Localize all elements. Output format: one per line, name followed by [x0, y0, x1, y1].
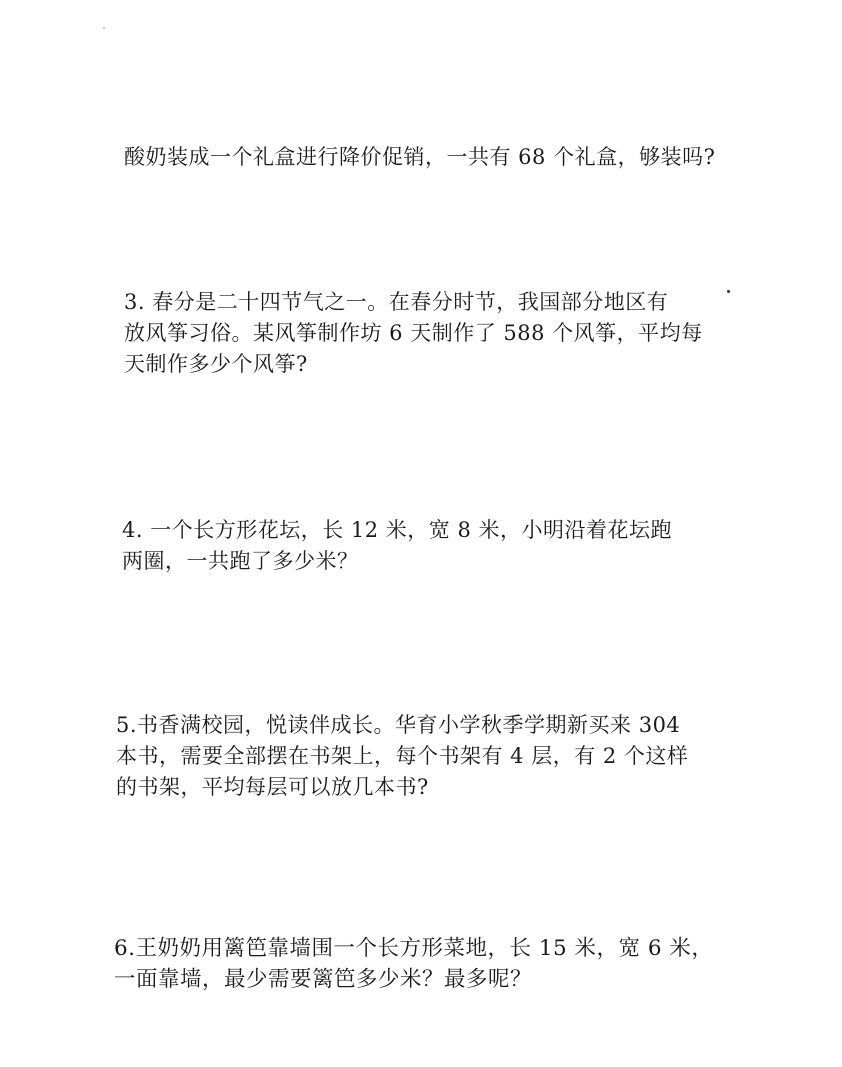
problem-line: 3. 春分是二十四节气之一。在春分时节，我国部分地区有	[124, 290, 669, 314]
problem-5	[116, 710, 688, 803]
problem-6	[114, 933, 713, 995]
problem-line: 4. 一个长方形花坛，长 12 米，宽 8 米，小明沿着花坛跑	[122, 518, 672, 542]
problem-line: 6.王奶奶用篱笆靠墙围一个长方形菜地，长 15 米，宽 6 米，	[114, 936, 714, 961]
scan-speck	[103, 27, 105, 29]
problem-line: 的书架，平均每层可以放几本书?	[116, 775, 429, 799]
problem-line: 天制作多少个风筝?	[124, 352, 308, 376]
scan-speck	[727, 290, 730, 293]
problem-4	[122, 515, 672, 577]
problem-3	[124, 287, 703, 380]
problem-line: 酸奶装成一个礼盒进行降价促销，一共有 68 个礼盒，够装吗?	[124, 145, 716, 169]
problem-line: 放风筝习俗。某风筝制作坊 6 天制作了 588 个风筝，平均每	[124, 321, 703, 345]
problem-2-continuation	[124, 142, 715, 173]
problem-line: 两圈，一共跑了多少米？	[122, 549, 359, 573]
problem-line: 一面靠墙，最少需要篱笆多少米？最多呢？	[114, 967, 533, 992]
problem-line: 5.书香满校园，悦读伴成长。华育小学秋季学期新买来 304	[116, 713, 681, 737]
problem-line: 本书，需要全部摆在书架上，每个书架有 4 层，有 2 个这样	[116, 744, 689, 768]
